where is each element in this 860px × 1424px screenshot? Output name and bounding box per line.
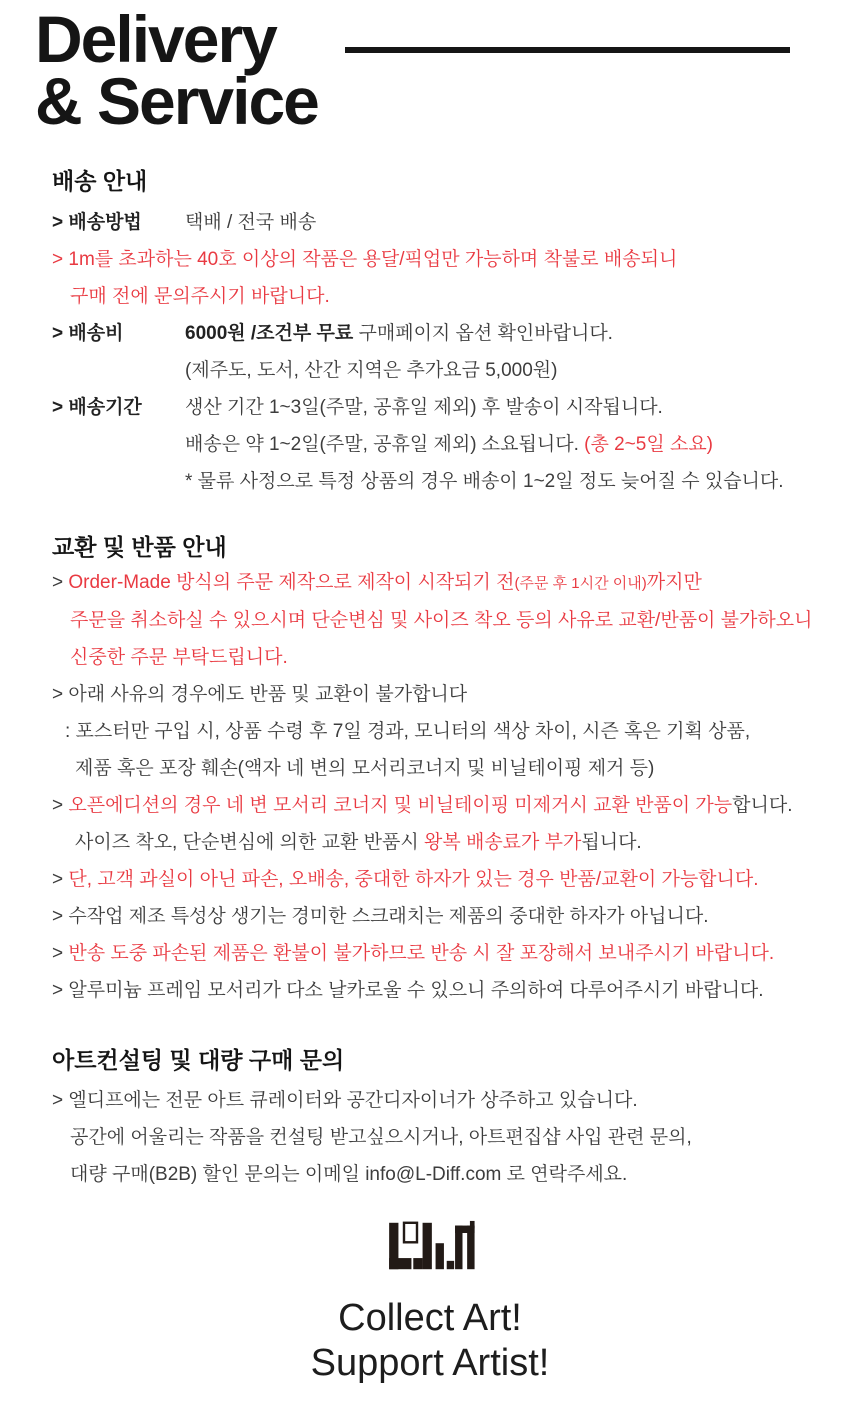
- info-row: [0, 315, 860, 352]
- title-rule: [345, 47, 790, 53]
- shipping-rows: [0, 204, 860, 500]
- row-text: > 단, 고객 과실이 아닌 파손, 오배송, 중대한 하자가 있는 경우 반품/교환이 가능합니다.: [52, 869, 759, 890]
- page-title: [35, 2, 860, 138]
- info-row: [0, 639, 860, 676]
- row-text: > 알루미늄 프레임 모서리가 다소 날카로울 수 있으니 주의하여 다루어주시기 바랍니다.: [52, 980, 764, 1001]
- slogan-line-1: Collect Art!: [338, 1297, 522, 1339]
- delivery-service-page: [0, 2, 860, 1424]
- page-title-line2: & Service: [35, 64, 318, 138]
- page-header: [0, 2, 860, 138]
- row-text: 구매 전에 문의주시기 바랍니다.: [70, 286, 330, 307]
- info-row: [0, 389, 860, 426]
- row-text: 제품 혹은 포장 훼손(액자 네 변의 모서리코너지 및 비닐테이핑 제거 등): [75, 758, 655, 779]
- info-row: [0, 713, 860, 750]
- info-row: [0, 935, 860, 972]
- info-row: [0, 1082, 860, 1119]
- row-text: 공간에 어울리는 작품을 컨설팅 받고싶으시거나, 아트편집샵 사입 관련 문의,: [70, 1127, 692, 1148]
- info-row: [0, 676, 860, 713]
- info-row: [0, 861, 860, 898]
- section-returns: [0, 534, 860, 1009]
- info-row: [0, 898, 860, 935]
- row-text: > 아래 사유의 경우에도 반품 및 교환이 불가합니다: [52, 684, 468, 705]
- row-text: 신중한 주문 부탁드립니다.: [70, 647, 288, 668]
- returns-heading: 교환 및 반품 안내: [52, 534, 227, 560]
- page-footer: [0, 1220, 860, 1386]
- row-label: > 배송방법: [52, 212, 142, 233]
- info-row: [0, 278, 860, 315]
- info-row: [0, 750, 860, 787]
- row-text: > 반송 도중 파손된 제품은 환불이 불가하므로 반송 시 잘 포장해서 보내주시기 바랍니다.: [52, 943, 775, 964]
- info-row: [0, 787, 860, 824]
- returns-rows: [0, 564, 860, 1009]
- info-row: [0, 204, 860, 241]
- l-diff-logo-icon: [385, 1259, 475, 1276]
- consulting-rows: [0, 1082, 860, 1193]
- row-text: 택배 / 전국 배송: [185, 212, 317, 233]
- info-row: [0, 972, 860, 1009]
- row-text: > 수작업 제조 특성상 생기는 경미한 스크래치는 제품의 중대한 하자가 아닙니다.: [52, 906, 709, 927]
- row-label: > 배송기간: [52, 397, 142, 418]
- row-text: (제주도, 도서, 산간 지역은 추가요금 5,000원): [185, 360, 558, 381]
- row-text: 대량 구매(B2B) 할인 문의는 이메일 info@L-Diff.com 로 연락주세요.: [70, 1164, 628, 1185]
- section-shipping: [0, 168, 860, 500]
- shipping-heading: 배송 안내: [52, 168, 148, 194]
- info-row: [0, 426, 860, 463]
- info-row: [0, 463, 860, 500]
- info-row: [0, 352, 860, 389]
- row-text: > 엘디프에는 전문 아트 큐레이터와 공간디자이너가 상주하고 있습니다.: [52, 1090, 638, 1111]
- row-text: 생산 기간 1~3일(주말, 공휴일 제외) 후 발송이 시작됩니다.: [185, 397, 663, 418]
- row-text: > 1m를 초과하는 40호 이상의 작품은 용달/픽업만 가능하며 착불로 배송되니: [52, 249, 678, 270]
- page-title-line1: Delivery: [35, 2, 276, 76]
- slogan-line-2: Support Artist!: [310, 1342, 550, 1384]
- row-text: 사이즈 착오, 단순변심에 의한 교환 반품시 왕복 배송료가 부가됩니다.: [75, 832, 642, 853]
- row-text: > 오픈에디션의 경우 네 변 모서리 코너지 및 비닐테이핑 미제거시 교환 반품이 가능합니다.: [52, 795, 793, 816]
- info-row: [0, 1119, 860, 1156]
- info-row: [0, 824, 860, 861]
- info-row: [0, 241, 860, 278]
- row-text: 배송은 약 1~2일(주말, 공휴일 제외) 소요됩니다. (총 2~5일 소요): [185, 434, 713, 455]
- row-text: 주문을 취소하실 수 있으시며 단순변심 및 사이즈 착오 등의 사유로 교환/반품이 불가하오니: [70, 610, 813, 631]
- info-row: [0, 564, 860, 602]
- info-row: [0, 1156, 860, 1193]
- consulting-heading: 아트컨설팅 및 대량 구매 문의: [52, 1047, 345, 1073]
- info-row: [0, 602, 860, 639]
- slogans: [0, 1296, 860, 1386]
- row-label: > 배송비: [52, 323, 124, 344]
- row-text: > Order-Made 방식의 주문 제작으로 제작이 시작되기 전(주문 후 1시간 이내)까지만: [52, 572, 702, 593]
- row-text: : 포스터만 구입 시, 상품 수령 후 7일 경과, 모니터의 색상 차이, 시즌 혹은 기획 상품,: [65, 721, 751, 742]
- section-consulting: [0, 1047, 860, 1193]
- row-text: * 물류 사정으로 특정 상품의 경우 배송이 1~2일 정도 늦어질 수 있습니다.: [185, 471, 784, 492]
- row-text: 6000원 /조건부 무료 구매페이지 옵션 확인바랍니다.: [185, 323, 613, 344]
